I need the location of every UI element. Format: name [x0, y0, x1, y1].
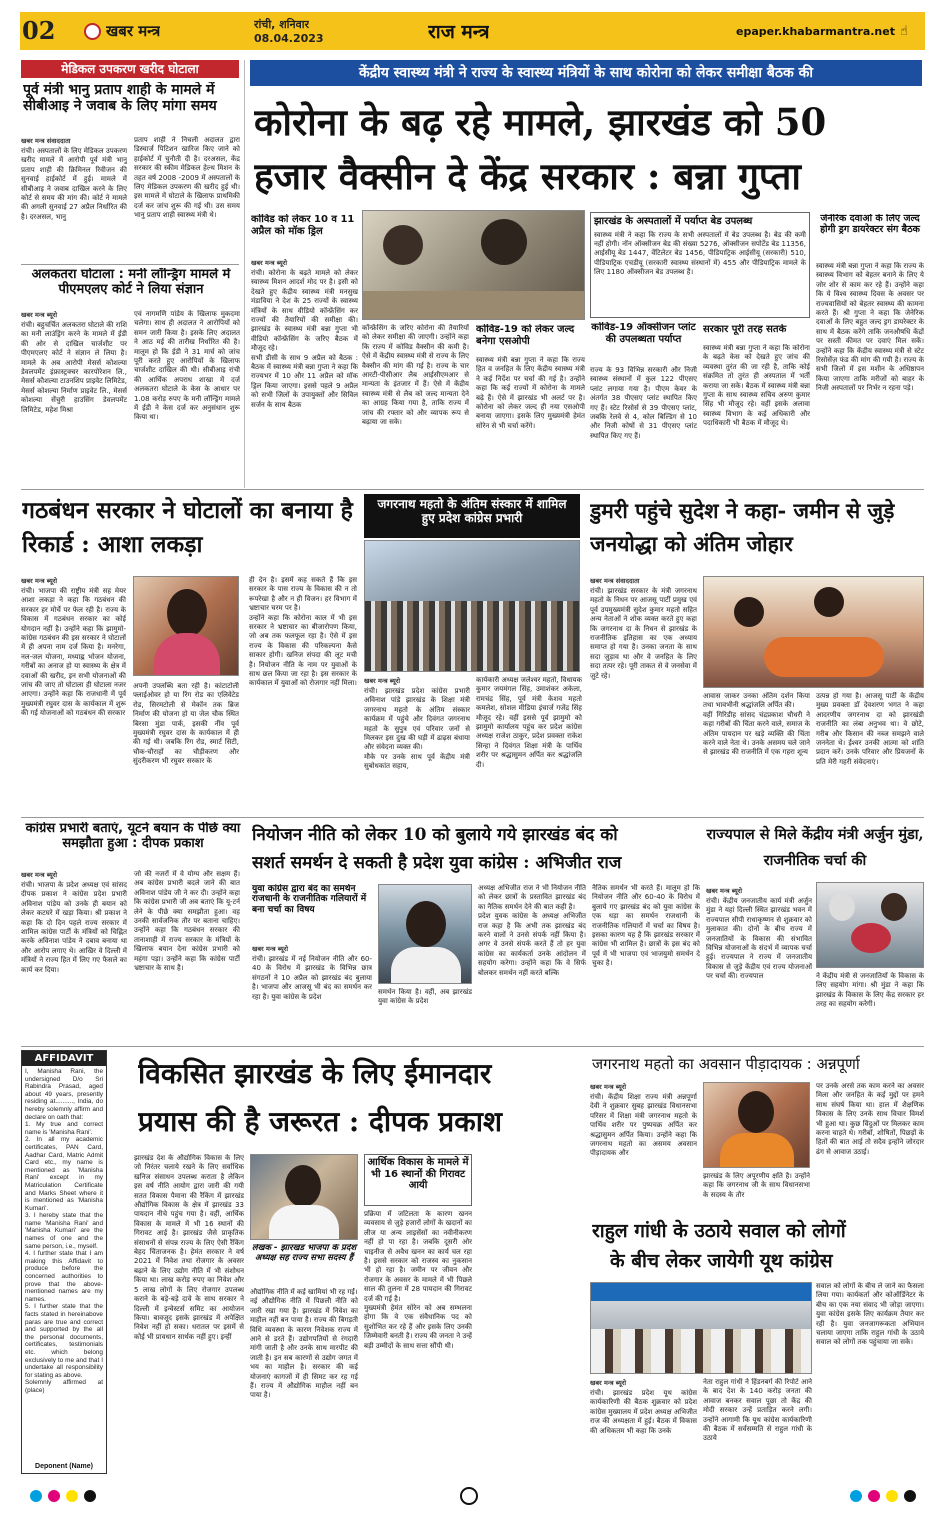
sudesh-body-col1	[590, 576, 697, 812]
niyojan-headline-line2: सशर्त समर्थन दे सकती है प्रदेश युवा कांग्रेस : अभिजीत राज	[252, 853, 622, 873]
article-text: कॉन्फ्रेंसिंग के जरिए कोरोना की तैयारियों को लेकर समीक्षा की जाएगी। उन्होंने कहा कि राज्य में कोविड वैक्सीन की कमी है। ऐसे में केंद्रीय स्वास्थ्य मंत्री से राज्य के लिए वैक्सीन की मांग की गई है। राज्य के चार आरटी-पीसीआर लैब आईसीएमआर से मान्यता के इंतजार में हैं। ऐसे में केंद्रीय स्वास्थ्य मंत्री से लैब को जल्द मान्यता देने का आग्रह किया गया है, ताकि राज्य में जांच की रफ्तार को और व्यापक रूप से बढ़ाया जा सके।	[362, 324, 469, 427]
page-number: 02	[22, 16, 56, 45]
color-dot-icon	[904, 1490, 916, 1502]
website-link[interactable]: epaper.khabarmantra.net	[736, 25, 895, 38]
generic-body	[816, 262, 924, 484]
article-text: रांची। अस्पतालों के लिए मेडिकल उपकरण खरीद मामले में आरोपी पूर्व मंत्री भानु प्रताप शाही की क्रिमिनल रिवीजन की सुनवाई हाईकोर्ट में हुई। मामले में सीबीआइ ने जवाब दाखिल करने के लिए कोर्ट से समय की मांग की। कोर्ट ने मामले की अगली सुनवाई 27 अप्रैल निर्धारित की है। दरअसल, भानु	[21, 147, 127, 221]
niyojan-body-col2	[378, 988, 472, 1042]
byline: खबर मन्त्र ब्यूरो	[590, 1083, 627, 1091]
sudesh-headline: डुमरी पहुंचे सुदेश ने कहा- जमीन से जुड़े जनयोद्धा को अंतिम जोहार	[590, 498, 895, 556]
color-dot-icon	[868, 1490, 880, 1502]
author-caption: लेखक - झारखंड भाजपा के प्रदेश अध्यक्ष सह राज्य सभा सदस्य हैं	[251, 1244, 357, 1263]
divider	[21, 489, 924, 490]
arjun-body-col2	[816, 972, 924, 1042]
main-kicker-banner: केंद्रीय स्वास्थ्य मंत्री ने राज्य के स्वास्थ्य मंत्रियों के साथ कोरोना को लेकर समीक्षा बैठक की	[250, 60, 922, 86]
ashalakra-body-col3	[249, 576, 357, 812]
divider	[21, 264, 239, 265]
color-dot-icon	[48, 1490, 60, 1502]
divider	[21, 1046, 924, 1047]
medical-headline: पूर्व मंत्री भानु प्रताप शाही के मामले में सीबीआइ ने जवाब के लिए मांगा समय	[23, 82, 217, 115]
byline: खबर मन्त्र ब्यूरो	[21, 577, 58, 585]
niyojan-body-col3	[478, 884, 586, 1042]
vikasit-headline-line1: विकसित झारखंड के लिए ईमानदार	[138, 1057, 492, 1090]
byline: खबर मन्त्र ब्यूरो	[364, 677, 401, 685]
registration-target-icon	[460, 1487, 478, 1505]
byline: खबर मन्त्र संवाददाता	[590, 577, 640, 585]
print-registration-bar	[20, 1484, 925, 1508]
article-text: रांची। भाजपा की राष्ट्रीय मंत्री सह मेयर आशा लकड़ा ने कहा कि गठबंधन की सरकार हर मोर्चे पर फेल रही है। राज्य के विकास में गठबंधन सरकार का कोई योगदान नहीं है। उन्होंने कहा कि झामुमो-कांग्रेस गठबंधन की इस सरकार ने घोटालों में ही अपना नाम दर्ज किया है। मनरेगा, नल-जल योजना, मध्याह्न भोजन योजना, गरीबों का अनाज हो या स्वास्थ्य के क्षेत्र में दवाओं की खरीद, इन सभी योजनाओं की जांच की जाए तो घोटाला ही घोटाला नजर आएगा। उन्होंने कहा कि राजधानी में पूर्व मुख्यमंत्री रघुवर दास के कार्यकाल में शुरू की गई योजनाओं को गठबंधन की सरकार	[21, 587, 126, 718]
color-dot-icon	[886, 1490, 898, 1502]
oxygen-body	[590, 366, 697, 484]
main-body-col3	[476, 356, 585, 484]
funeral-body-col1	[364, 676, 470, 812]
divider	[21, 817, 924, 818]
deepak-body-col2	[134, 870, 240, 1042]
byline: खबर मन्त्र ब्यूरो	[21, 311, 58, 319]
generic-subhead: जेनेरिक दवाओं के लिए जल्द होगी ड्रग डायरेक्टर संग बैठक	[820, 214, 920, 235]
article-text: रांची। बहुचर्चित अलकतरा घोटाले की राशि का मनी लाउंड्रिंग करने के मामले में ईडी की ओर से दाखिल चार्जशीट पर पीएमएलए कोर्ट ने संज्ञान ले लिया है। मामले के अब आरोपी मेसर्स कोशल्या डेवलपमेंट इंफ्रास्ट्रक्चर कारपोरेशन लि., मेसर्स कौशल्या टाउनशिप प्राइवेट लिमिटेड, मेसर्स कोशल्या निर्माण प्राइवेट लि., मेसर्स कोशल्या सेंचुरी हाउसिंग डेवलपमेंट लिमिटेड, महेश मिश्रा	[21, 321, 127, 414]
annapurna-caption	[703, 1172, 810, 1210]
article-text: स्वास्थ्य मंत्री बन्ना गुप्ता ने कहा कि कोरोना के बढ़ते केस को देखते हुए जांच की व्यवस्था तुरंत की जा रही है, ताकि कोई संक्रमित तो तुरंत ही अस्पताल में भर्ती कराया जा सके। बैठक में स्वास्थ्य मंत्री बन्ना गुप्ता के साथ स्वास्थ्य सचिव अरुण कुमार सिंह भी मौजूद रहे। वहीं इसके अलावा स्वास्थ्य विभाग के कई अधिकारी और पदाधिकारी भी बैठक में मौजूद थे।	[703, 344, 810, 428]
color-dot-icon	[30, 1490, 42, 1502]
brand-logo-icon	[84, 23, 101, 40]
vikasit-headline-line2: प्रयास की है जरूरत : दीपक प्रकाश	[138, 1105, 503, 1138]
alkatra-body-col2	[134, 310, 240, 486]
article-text: झारखंड के लिए अपूरणीय क्षति है। उन्होंने कहा कि जगरनाथ जी के साथ विधानसभा के सदस्य के तौर	[703, 1172, 810, 1199]
header-city: रांची, शनिवार	[254, 18, 310, 31]
oxygen-subhead: कोविड-19 ऑक्सीजन प्लांट की उपलब्धता पर्याप्त	[591, 322, 696, 345]
byline: खबर मन्त्र ब्यूरो	[21, 871, 58, 879]
medical-scam-label: मेडिकल उपकरण खरीद घोटाला	[21, 60, 239, 78]
rahul-headline-line1: राहुल गांधी के उठाये सवाल को लोगों	[592, 1220, 846, 1242]
article-text: एवं नागमणि पांडेय के खिलाफ मुकदमा चलेगा। साथ ही अदालत ने आरोपियों को समन जारी किया है। इसके लिए अदालत ने आठ मई की तारीख निर्धारित की है। मालूम हो कि ईडी ने 31 मार्च को जांच पूरी करते हुए आरोपियों के खिलाफ चार्जशीट दाखिल की थी। सीबीआइ रांची की आर्थिक अपराध शाखा में दर्ज अलकतरा घोटाले के केस के आधार पर 1.08 करोड़ रुपए के मनी लॉन्ड्रिंग मामले में ईडी ने केस दर्ज कर अनुसंधान शुरू किया था।	[134, 310, 240, 422]
section-title: राज मन्त्र	[428, 21, 490, 43]
medical-body-col1	[21, 136, 127, 260]
rahul-body-col3	[816, 1282, 924, 1474]
article-text: पर उनके अरसे तक काम करने का अवसर मिला और जनहित के कई मुद्दों पर हमने साथ संघर्ष किया था। हाल में शैक्षणिक विकास के लिए उनके साथ विचार विमर्श भी हुआ था। कुछ विंदुओं पर मिलकर काम करना चाहते थे। गरीबों, शोषितों, पिछड़ों के हितों की बात आई तो सदैव इन्होंने जोरदार ढंग से आवाज उठाई।	[816, 1082, 924, 1156]
alert-subhead: सरकार पूरी तरह सतर्क	[703, 324, 787, 335]
article-text: रांची। झारखंड सरकार के मंत्री जगरनाथ महतो के निधन पर आजसू पार्टी प्रमुख एवं पूर्व उपमुख्यमंत्री सुदेश कुमार महतो सहित अन्य नेताओं ने शोक व्यक्त करते हुए कहा कि जगरनाथ दा के निधन से झारखंड के राजनीतिक इतिहास का एक अध्याय समाप्त हो गया है। उनका जनता के साथ सदा जुड़ाव था और वे जनहित के लिए सदा तत्पर रहे। पूरी ताकत से वे जनसेवा में जुटे रहे।	[590, 587, 697, 680]
article-text: रांची। केंद्रीय शिक्षा राज्य मंत्री अन्नपूर्णा देवी ने शुक्रवार सुबह झारखंड विधानसभा परिसर में शिक्षा मंत्री जगरनाथ महतो के पार्थिव शरीर पर पुष्पचक्र अर्पित कर श्रद्धासुमन अर्पित किया। उन्होंने कहा कि जगरनाथ महतो का असमय अवसान पीड़ादायक और	[590, 1093, 697, 1158]
affidavit-notice	[21, 1050, 107, 1474]
article-text: ने केंद्रीय मंत्री से जनजातियों के विकास के लिए सहयोग मांगा। श्री मुंडा ने कहा कि झारखंड के विकास के लिए केंद्र सरकार हर तरह का सहयोग करेगी।	[816, 972, 924, 1009]
article-text: समर्थन किया है। वहीं, अब झारखंड युवा कांग्रेस के प्रदेश	[378, 988, 472, 1006]
sudesh-photo	[703, 576, 924, 688]
beds-subhead: झारखंड के अस्पतालों में पर्याप्त बेड उपलब्ध	[594, 216, 753, 227]
ashalakra-body-col2	[133, 682, 239, 812]
article-text: नेता राहुल गांधी ने हिंडनबर्ग की रिपोर्ट आने के बाद देश के 140 करोड़ जनता की आवाज बनकर सवाल पूछा तो केंद्र की मोदी सरकार उन्हें प्रताड़ित करने लगी। उन्होंने आगामी कि यूथ कांग्रेस कार्यकारिणी की बैठक में सर्वसम्मति से राहुल गांधी के उठाये	[703, 1378, 812, 1443]
rahul-body-col1	[590, 1378, 697, 1474]
article-text: औद्योगिक नीति में कई खामियां भी रह गईं। नई औद्योगिक नीति में पिछली नीति को जारी रखा गया है। झारखंड में निवेश का माहौल नहीं बन पाया है। राज्य की बिगड़ती विधि व्यवस्था के कारण निवेशक राज्य में आने से डरते हैं। उद्योगपतियों से रंगदारी मांगी जाती है और उनके साथ मारपीट की जाती है। इन सब कारणों से उद्योग जगत में भय का माहौल है। सरकार की कई योजनाएं कागजों में ही सिमट कर रह गई हैं। राज्य में औद्योगिक माहौल नहीं बन पाया है।	[250, 1288, 358, 1400]
vikasit-body-col2	[250, 1288, 358, 1474]
niyojan-subhead: युवा कांग्रेस द्वारा बंद का समर्थन राजधानी के राजनीतिक गलियारों में बना चर्चा का विषय	[252, 884, 367, 915]
vikasit-subhead: आर्थिक विकास के मामले में भी 16 स्थानों की गिरावट आयी	[364, 1154, 472, 1206]
abhijit-raj-photo	[378, 884, 472, 984]
article-text: अध्यक्ष अभिजीत राज ने भी नियोजन नीति को लेकर छात्रों के प्रस्तावित झारखंड बंद का नैतिक समर्थन देने की बात कही है। प्रदेश युवक कांग्रेस के अध्यक्ष अभिजीत राज कहा है कि अभी तक झारखंड बंद करने वालों ने उनसे संपर्क नहीं किया है। अगर वे उनसे संपर्क करते हैं तो हर युवा कांग्रेस का कार्यकर्ता उनके आंदोलन में सहयोग करेगा। उन्होंने कहा कि वे सिर्फ बोलकर समर्थन नहीं करते बल्कि	[478, 884, 586, 977]
brand-name: खबर मन्त्र	[106, 22, 161, 40]
rahul-headline-line2: के बीच लेकर जायेगी यूथ कांग्रेस	[610, 1250, 833, 1272]
article-text: रांची। झारखंड में नई नियोजन नीति और 60-40 के विरोध में झारखंड के विभिन्न छात्र संगठनों ने 10 अप्रैल को झारखंड बंद बुलाया है। भाजपा और आजसू भी बंद का समर्थन कर रहा है। युवा कांग्रेस के प्रदेश	[252, 955, 372, 1001]
article-text: नैतिक समर्थन भी करते हैं। मालूम हो कि नियोजन नीति और 60-40 के विरोध में बुलाये गए झारखंड बंद को युवा कांग्रेस के एक धड़ा का समर्थन राजधानी के राजनीतिक गलियारों में चर्चा का विषय है। इसका कारण यह है कि झारखंड सरकार में कांग्रेस भी शामिल है। छात्रों के इस बंद को पूर्व में भी भाजपा एवं भाजयुमो समर्थन दे चुका है।	[592, 884, 700, 968]
article-text: स्वास्थ्य मंत्री ने कहा कि राज्य के सभी अस्पतालों में बेड उपलब्ध है। बेड की कमी नहीं होगी। नॉन ऑक्सीजन बेड की संख्या 5276, ऑक्सीजन सपोर्टेड बेड 11356, आईसीयू बेड 1447, वेंटिलेटर बेड 1456, पीडियाट्रिक आईसीयू (सरकारी) 510, पीडियाट्रिक एचडीयू (सरकारी स्वास्थ्य संस्थानों में) 455 और पीडियाट्रिक मामले के लिए 1180 ऑक्सीजन बेड उपलब्ध है।	[594, 230, 806, 277]
byline: खबर मन्त्र ब्यूरो	[252, 945, 289, 953]
medical-body-col2	[134, 136, 240, 260]
funeral-headline: जगरनाथ महतो के अंतिम संस्कार में शामिल हुए प्रदेश कांग्रेस प्रभारी	[377, 497, 567, 525]
main-body-col1	[251, 258, 358, 484]
main-headline-line2: हजार वैक्सीन दे केंद्र सरकार : बन्ना गुप्ता	[254, 154, 801, 198]
vikasit-body-col3	[364, 1210, 472, 1474]
article-text: स्वास्थ्य मंत्री बन्ना गुप्ता ने कहा कि राज्य के स्वास्थ्य विभाग को बेहतर बनाने के लिए ये जोर शोर से काम कर रहे हैं। उन्होंने कहा कि ये विश्व स्वास्थ्य दिवस के अवसर पर राज्यवासियों को बेहतर स्वास्थ्य की कामना करते हैं। श्री गुप्ता ने कहा कि जेनेरिक दवाओं के लिए बहुत जल्द ड्रग डायरेक्टर के साथ में बैठक करेंगे ताकि जनऔषधि केंद्रों पर सस्ती कीमत पर दवाएं मिल सकें। उन्होंने कहा कि केंद्रीय स्वास्थ्य मंत्री से स्टेट रिसोर्सेज़ फंड की मांग की गयी है। राज्य के सभी जिलों में इस मशीन के अधिष्ठापन किया जाएगा ताकि मरीजों को बाहर के निजी अस्पतालों पर निर्भर न रहना पड़े।	[816, 262, 924, 393]
rahul-body-col2	[703, 1378, 812, 1474]
niyojan-headline-line1: नियोजन नीति को लेकर 10 को बुलाये गये झारखंड बंद को	[252, 825, 618, 845]
annapurna-headline: जगरनाथ महतो का अवसान पीड़ादायक : अन्नपूर्णा	[592, 1055, 860, 1073]
mockdrill-subhead: कोविड को लेकर 10 व 11 अप्रैल को मॉक ड्रिल	[251, 214, 355, 237]
article-text: कार्यकारी अध्यक्ष जलेश्वर महतो, विधायक कुमार जयमंगल सिंह, उमाशंकर अकेला, रामचंद्र सिंह, पूर्व मंत्री केशव महतो कमलेश, सोशल मीडिया इंचार्ज गजेंद्र सिंह मौजूद रहे। वहीं इससे पूर्व झामुमो को झामुमो कार्यालय पहुंच कर प्रदेश कांग्रेस अध्यक्ष राजेश ठाकुर, प्रदेश प्रवक्ता राकेश सिन्हा ने दिवंगत शिक्षा मंत्री के पार्थिव शरीर पर श्रद्धासुमन अर्पित कर श्रद्धांजलि दी।	[476, 676, 582, 769]
funeral-crowd-photo	[364, 540, 580, 672]
sudesh-body-col2	[703, 692, 810, 812]
arjun-body-col1	[706, 886, 812, 1042]
article-text: राज्य के 93 विभिन्न सरकारी और निजी स्वास्थ्य संस्थानों में कुल 122 पीएसए प्लांट लगाया गया है। पीएम केयर के अंतर्गत 38 पीएसए प्लांट स्थापित किए गए हैं। स्टेट रिसोर्स से 39 पीएसए प्लांट, जबकि रेलवे से 4, कोल बिल्डिंग से 10 और निजी कोषों से 31 पीएसए प्लांट स्थापित किए गए हैं।	[590, 366, 697, 440]
article-text: प्रक्रिया में जटिलता के कारण खनन व्यवसाय से जुड़े हजारों लोगों के खदानों का लीज या अन्य लाइसेंसों का नवीनीकरण नहीं हो पा रहा है। जबकि दूसरी ओर चाइनीज से अवैध खनन का कार्य चल रहा है। इससे सरकार को राजस्व का नुकसान भी हो रहा है। जमीन पर जीवन और रोजगार के अवसर के मामले में भी पिछले साल की तुलना में 28 पायदान की गिरावट दर्ज की गई है। मुख्यमंत्री हेमंत सोरेन को अब सम्भलना होगा कि वे एक संवैधानिक पद को सुशोभित कर रहे हैं और इसके लिए उनकी जिम्मेवारी बनती है। राज्य की जनता ने उन्हें बड़ी उम्मीदों के साथ सत्ता सौंपी थी।	[364, 1210, 472, 1350]
funeral-headline-box	[364, 494, 580, 538]
article-text: प्रताप शाही ने निचली अदालत द्वारा डिस्चार्ज पिटिशन खारिज किए जाने को हाईकोर्ट में चुनौती दी है। दरअसल, केंद्र सरकार की स्कीम मेडिकल हेल्थ मिशन के तहत वर्ष 2008 -2009 में अस्पतालों के लिए मेडिकल उपकरण की खरीद हुई थी। इस मामले में घोटाले के खिलाफ प्राथमिकी दर्ज कर जांच शुरू की गई थी। उस समय भानु प्रताप शाही स्वास्थ्य मंत्री थे।	[134, 136, 240, 220]
article-text: रांची। केंद्रीय जनजातीय कार्य मंत्री अर्जुन मुंडा ने यहां दिल्ली स्थित झारखंड भवन में राज्यपाल सीपी राधाकृष्णन से शुक्रवार को मुलाकात की। दोनों के बीच राज्य में जनजातियों के विकास की संभावित विभिन्न योजनाओं के संदर्भ में व्यापक चर्चा हुई। राज्यपाल ने राज्य में जनजातीय विकास से जुड़े केंद्रीय एवं राज्य योजनाओं पर चर्चा की। राज्यपाल	[706, 897, 812, 981]
article-text: रांची। भाजपा के प्रदेश अध्यक्ष एवं सांसद दीपक प्रकाश ने कांग्रेस प्रदेश प्रभारी अविनाश पांडेय को उनके ही बयान को लेकर कटघरे में खड़ा किया। श्री प्रकाश ने कहा कि दो दिन पहले राज्य सरकार में शामिल कांग्रेस पार्टी के मंत्रियों को चिह्नित करके अविनाश पांडेय ने दबाव बनाया था और आरोप लगाए थे। आखिर वे दिल्ली में मंत्रियों ने राज्य हित में लिए गए फैसले का कार्य कर दिया।	[21, 881, 127, 974]
byline: खबर मन्त्र ब्यूरो	[706, 887, 743, 895]
ashalakra-headline: गठबंधन सरकार ने घोटालों का बनाया है रिकार्ड : आशा लकड़ा	[22, 497, 353, 558]
color-dot-icon	[84, 1490, 96, 1502]
deepak-prakash-photo	[250, 1154, 358, 1240]
article-text: अपनी उपलब्धि बता रही है। कांटाटोली फ्लाईओवर हो या रिंग रोड का एलिवेटेड रोड, सिरमटोली से मेकॉन तक ब्रिज निर्माण की योजना हो या जेल चौक स्थित बिरसा मुंडा पार्क, इसकी नींव पूर्व मुख्यमंत्री रघुवर दास के कार्यकाल में ही की गई थी। जबकि रिंग रोड, स्मार्ट सिटी, चौक-चौराहों का चौड़ीकरण और सुंदरीकरण भी रघुवर सरकार के	[133, 682, 239, 766]
arjun-munda-photo	[816, 882, 924, 968]
niyojan-body-col4	[592, 884, 700, 1042]
color-dot-icon	[66, 1490, 78, 1502]
asha-lakra-photo	[133, 576, 239, 676]
article-text: आवास जाकर उनका अंतिम दर्शन किया तथा भावभीनी श्रद्धांजलि अर्पित की। वहीं गिरिडीह सांसद चंद्रप्रकाश चौधरी ने कहा गरीबों की चिंता करने वाले, समाज के अंतिम पायदान पर खड़े व्यक्ति की चिंता करने वाले नेता थे। उनके असमय चले जाने से झारखंड की राजनीति में एक गहरा शून्य	[703, 692, 810, 757]
article-text: ही देन है। इसमें कह सकते हैं कि इस सरकार के पास राज्य के विकास की न तो रूपरेखा है और न ही विजन। हर विभाग में भ्रष्टाचार चरम पर है। उन्होंने कहा कि कोरोना काल में भी इस सरकार ने भ्रष्टाचार का बीजारोपण किया, जो अब तक फलफूल रहा है। ऐसे में इस राज्य के विकास की परिकल्पना कैसे साकार होगी। खनिज संपदा की लूट मची है। नियोजन नीति के नाम पर युवाओं के साथ छल किया जा रहा है। इस सरकार के कार्यकाल में युवाओं को रोजगार नहीं मिला।	[249, 576, 357, 688]
main-headline-line1: कोरोना के बढ़ रहे मामले, झारखंड को 50	[254, 100, 827, 144]
article-text: उत्पन्न हो गया है। आजसू पार्टी के केंद्रीय मुख्य प्रवक्ता डॉ देवशरण भगत ने कहा आदरणीय जगरनाथ दा को झारखंडी राजनीति का लंबा अनुभव था। वे छोटे, गरीब और किसान की नब्ज समझने वाले जननेता थे। ईश्वर उनकी आत्मा को शांति प्रदान करें। उनके परिवार और प्रियजनों के प्रति मेरी गहरी संवेदनाएं।	[816, 692, 924, 766]
masthead	[20, 12, 925, 50]
main-body-col2	[362, 324, 469, 484]
youth-congress-meeting-photo	[590, 1282, 812, 1374]
alert-body	[703, 344, 810, 484]
alkatra-headline: अलकतरा घोटाला : मनी लॉन्ड्रिंग मामले में पीएमएलए कोर्ट ने लिया संज्ञान	[31, 268, 231, 297]
niyojan-body-col1	[252, 944, 372, 1042]
affidavit-text: I, Manisha Rani, the undersigned D/o Sri Rabindra Prasad, aged about 49 years, presently residing at.........., India, do hereby solemnly affirm and declare on oath that: 1. My true and correct name is 'Manisha Rani'. 2. In all my academic certificates, PAN Card, Aadhar Card, Matric Admit Card etc., my name is mentioned as 'Manisha Rani' except in my Matriculation Certificate and Marks Sheet where it is mentioned as 'Manisha Kumari'. 3. I hereby state that the name 'Manisha Rani' and 'Manisha Kumari' are the names of one and the same person, i.e., myself. 4. I further state that I am making this Affidavit to produce before the concerned authorities to prove that the above-mentioned names are my names. 5. I further state that the facts stated in hereinabove paras are true and correct and supported by the all the personal documents, certificates, testimonials etc. which belong exclusively to me and that I undertake all responsibility for stating as above. Solemnly affirmed at (place)	[25, 1068, 103, 1394]
alkatra-body-col1	[21, 310, 127, 486]
cursor-hand-icon: ☝	[900, 24, 908, 39]
annapurna-devi-photo	[703, 1082, 810, 1168]
color-dot-icon	[850, 1490, 862, 1502]
article-text: जो की नजरों में वे योग्य और सक्षम हैं। अब कांग्रेस प्रभारी बदले जाने की बात अविनाश पांडेय जी ने कर दी। उन्होंने कहा कि कांग्रेस प्रभारी जी अब बताएं कि यू-टर्न लेने के पीछे क्या समझौता हुआ। वह उनकी सार्वजनिक तौर पर बताना चाहिए। उन्होंने कहा कि गठबंधन सरकार की तानाशाही में राज्य सरकार के मंत्रियों के खिलाफ बयान देना कांग्रेस प्रभारी को महंगा पड़ा। उन्होंने कहा कि कांग्रेस पार्टी भ्रष्टाचार के साथ है।	[134, 870, 240, 973]
deepak-body-col1	[21, 870, 127, 1042]
sudesh-body-col3	[816, 692, 924, 812]
affidavit-deponent: Deponent (Name)	[35, 1463, 93, 1470]
header-date: 08.04.2023	[254, 32, 324, 45]
deepak-headline: कांग्रेस प्रभारी बताएं, यूटर्न बयान के पीछे क्या समझौता हुआ : दीपक प्रकाश	[25, 822, 241, 851]
article-text: स्वास्थ्य मंत्री बन्ना गुप्ता ने कहा कि राज्य हित व जनहित के लिए केंद्रीय स्वास्थ्य मंत्री ने कई निर्देश पर चर्चा की गई है। उन्होंने कहा कि कई राज्यों में कोरोना के मामले बढ़े हैं। ऐसे में झारखंड भी अलर्ट पर है। कोरोना को लेकर जल्द ही नया एसओपी बनाया जाएगा। इसके लिए मुख्यमंत्री हेमंत सोरेन से भी चर्चा करेंगे।	[476, 356, 585, 430]
article-text: रांची। कोरोना के बढ़ते मामले को लेकर स्वास्थ्य मिशन आदर्श मोद पर है। इसी को देखते हुए केंद्रीय स्वास्थ्य मंत्री मनसुख मंडाविया ने देश के 25 राज्यों के स्वास्थ्य मंत्रियों के साथ वीडियो कॉन्फ्रेंसिंग कर राज्यों की तैयारियों की समीक्षा की। झारखंड के स्वास्थ्य मंत्री बन्ना गुप्ता भी वीडियो कॉन्फ्रेंसिंग के जरिए बैठक में मौजूद रहे। सभी डीसी के साथ 9 अप्रैल को बैठक : बैठक में स्वास्थ्य मंत्री बन्ना गुप्ता ने कहा कि राज्यभर में 10 और 11 अप्रैल को मॉक ड्रिल किया जाएगा। इससे पहले 9 अप्रैल को सभी जिलों के उपायुक्तों और सिविल सर्जन के साथ बैठक	[251, 269, 358, 409]
funeral-body-col2	[476, 676, 582, 812]
annapurna-body-col1	[590, 1082, 697, 1210]
annapurna-body-col2	[816, 1082, 924, 1210]
divider	[244, 60, 245, 488]
article-text: झारखंड देश के औद्योगिक विकास के लिए जो निरंतर चलाये रखने के लिए सर्वाधिक खनिज संसाधन उपलब्ध कराता है लेकिन इस वर्ष नीति आयोग द्वारा जारी की गयी सतत विकास पैमाना की रैंकिंग में झारखंड औद्योगिक विकास के क्षेत्र में झारखंड 33 पायदान नीचे पहुंच गया है। वहीं, आर्थिक विकास के मामले में भी 16 स्थानों की गिरावट आई है। झारखंड जैसे प्राकृतिक संसाधनों से संपन्न राज्य के लिए ऐसी रैंकिंग बेहद चिंताजनक है। हेमंत सरकार ने वर्ष 2021 में निवेश तथा रोजगार के अवसर बढ़ाने के लिए उद्योग नीति में भी संशोधन किया था। लाख करोड़ रुपए का निवेश और 5 लाख लोगों के लिए रोजगार उपलब्ध कराने के बड़े-बड़े दावे के साथ सरकार ने दिल्ली में इन्वेस्टर्स समिट का आयोजन किया। बावजूद इसके झारखंड में अपेक्षित निवेश नहीं हो सका। धरातल पर इसमें से कोई भी प्रावधान सार्थक नहीं हुए। इन्हीं	[134, 1154, 244, 1341]
byline: खबर मन्त्र संवाददाता	[21, 137, 71, 145]
byline: खबर मन्त्र ब्यूरो	[251, 259, 288, 267]
article-text: रांची। झारखंड प्रदेश यूथ कांग्रेस कार्यकारिणी की बैठक शुक्रवार को प्रदेश कांग्रेस मुख्यालय में प्रदेश अध्यक्ष अभिजीत राज की अध्यक्षता में हुई। बैठक में विकास की अधिकतम भी कहा कि उनके	[590, 1389, 697, 1435]
article-text: सवाल को लोगों के बीच ले जाने का फैसला लिया गया। कार्यकर्ता और कोऑर्डिनेटर के बीच का एक नया संवाद भी जोड़ा जाएगा। युवा कांग्रेस इसके लिए कार्यक्रम तैयार कर रही है। युवा जनजागरूकता अभियान चलाया जाएगा ताकि राहुल गांधी के उठाये सवाल को लोगों तक पहुंचाया जा सके।	[816, 1282, 924, 1347]
affidavit-title: AFFIDAVIT	[22, 1051, 106, 1066]
vikasit-body-col1	[134, 1154, 244, 1474]
ashalakra-body-col1	[21, 576, 126, 812]
article-text: रांची। झारखंड प्रदेश कांग्रेस प्रभारी अविनाश पांडे झारखंड के शिक्षा मंत्री जगरनाथ महतो के अंतिम संस्कार कार्यक्रम में पहुंचे और दिवंगत जगरनाथ महतो के सुपुत्र एवं परिवार जनों से मिलकर इस दुख की घड़ी में ढाढ़स बंधाया और संवेदना व्यक्त की। मौके पर उनके साथ पूर्व केंद्रीय मंत्री सुबोधकांत सहाय,	[364, 687, 470, 771]
byline: खबर मन्त्र ब्यूरो	[590, 1379, 627, 1387]
health-minister-photo	[362, 210, 585, 320]
sop-subhead: कोविड-19 को लेकर जल्द बनेगा एसओपी	[476, 324, 575, 347]
beds-box	[590, 212, 810, 318]
arjun-headline: राज्यपाल से मिले केंद्रीय मंत्री अर्जुन मुंडा, राजनीतिक चर्चा की	[706, 826, 924, 869]
